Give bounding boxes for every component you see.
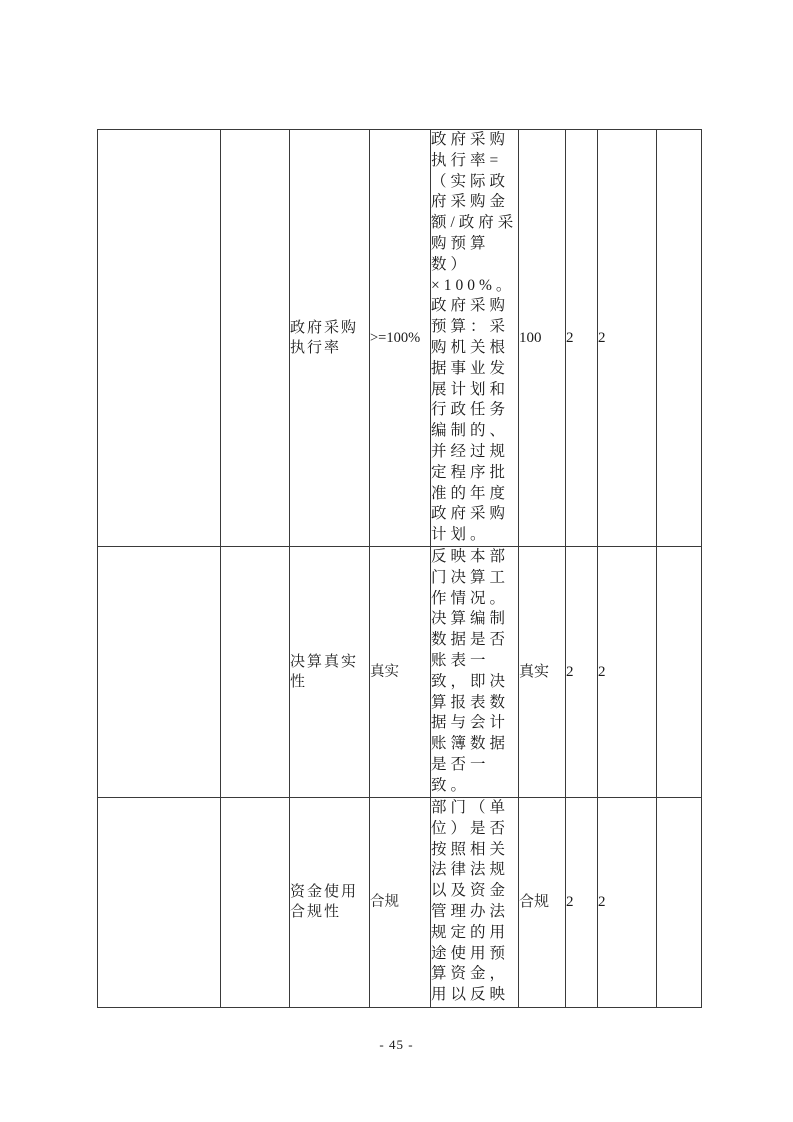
empty-cell bbox=[221, 547, 290, 798]
page-number: - 45 - bbox=[379, 1037, 414, 1052]
criteria-cell: 真实 bbox=[370, 547, 431, 798]
empty-cell bbox=[98, 130, 221, 547]
score-cell-2: 2 bbox=[598, 797, 657, 1007]
indicator-name-cell: 决算真实性 bbox=[290, 547, 370, 798]
indicator-name-cell: 资金使用合规性 bbox=[290, 797, 370, 1007]
table-row bbox=[98, 797, 702, 1007]
score-cell-2: 2 bbox=[598, 547, 657, 798]
description-cell: 反映本部门决算工作情况。决算编制数据是否账表一致，即决算报表数据与会计账簿数据是否一致。 bbox=[431, 547, 519, 798]
indicator-name-cell: 政府采购执行率 bbox=[290, 130, 370, 547]
description-cell: 政府采购执行率=（实际政府采购金额/政府采购预算数）×100%。政府采购预算：采购机关根据事业发展计划和行政任务编制的、并经过规定程序批准的年度政府采购计划。 bbox=[431, 130, 519, 547]
empty-cell bbox=[221, 797, 290, 1007]
value-cell: 合规 bbox=[519, 797, 566, 1007]
score-cell-1: 2 bbox=[566, 547, 598, 798]
empty-cell bbox=[221, 130, 290, 547]
description-cell: 部门（单位）是否按照相关法律法规以及资金管理办法规定的用途使用预算资金，用以反映 bbox=[431, 797, 519, 1007]
table-row bbox=[98, 130, 702, 547]
criteria-cell: >=100% bbox=[370, 130, 431, 547]
value-cell: 100 bbox=[519, 130, 566, 547]
empty-cell bbox=[657, 130, 702, 547]
value-cell: 真实 bbox=[519, 547, 566, 798]
performance-indicator-table bbox=[97, 129, 702, 1008]
criteria-cell: 合规 bbox=[370, 797, 431, 1007]
empty-cell bbox=[657, 797, 702, 1007]
table-row bbox=[98, 547, 702, 798]
empty-cell bbox=[657, 547, 702, 798]
score-cell-2: 2 bbox=[598, 130, 657, 547]
score-cell-1: 2 bbox=[566, 130, 598, 547]
empty-cell bbox=[98, 797, 221, 1007]
score-cell-1: 2 bbox=[566, 797, 598, 1007]
empty-cell bbox=[98, 547, 221, 798]
